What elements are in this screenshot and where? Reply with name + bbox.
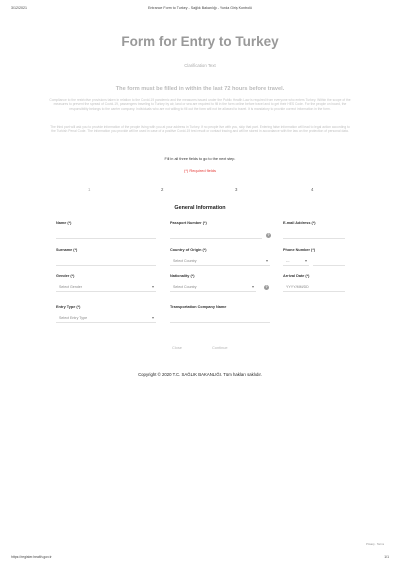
clarification-text-link[interactable]: Clarification Text — [184, 63, 216, 68]
phone-code-select[interactable] — [283, 256, 309, 266]
copyright: Copyright © 2020 T.C. SAĞLIK BAKANLIĞI. Tüm hakları saklıdır. — [138, 372, 262, 377]
gender-label: Gender (*) — [56, 274, 75, 278]
print-url: https://register.health.gov.tr — [11, 555, 52, 559]
name-label: Name (*) — [56, 221, 72, 225]
step-4[interactable]: 4 — [311, 187, 314, 192]
email-label: E-mail Address (*) — [283, 221, 316, 225]
nationality-label: Nationality (*) — [170, 274, 195, 278]
country-origin-placeholder: Select Country — [173, 258, 197, 263]
phone-code-placeholder: --- — [286, 258, 290, 263]
surname-label: Surname (*) — [56, 248, 78, 252]
passport-label: Passport Number (*) — [170, 221, 207, 225]
question-circle-icon[interactable]: ? — [267, 233, 270, 237]
chevron-down-icon: ▾ — [265, 258, 268, 263]
print-page-number: 1/1 — [384, 555, 389, 559]
arrival-date-placeholder: YYYY/MM/DD — [286, 284, 309, 289]
country-origin-select[interactable] — [170, 256, 270, 266]
gender-select[interactable] — [56, 282, 156, 292]
nationality-placeholder: Select Country — [173, 284, 197, 289]
print-header — [11, 6, 389, 16]
section-title: General Information — [174, 205, 226, 211]
transport-company-label: Transportation Company Name — [170, 305, 227, 309]
nationality-select[interactable] — [170, 282, 256, 292]
footer-links[interactable]: Privacy · Terms — [366, 543, 384, 546]
notice-paragraph-2: The third part will ask you to provide information of the people living with you at your address in Turkey. If no people live with you, skip that part. Entering false information will lead to legal action according to the Turkish Penal Code. The information you provide will be used in case of a positive Covid-19 test result or contact tracing and will be stored in accordance with the law on the protection of personal data. — [50, 125, 350, 134]
chevron-down-icon: ▾ — [304, 258, 307, 263]
chevron-down-icon: ▾ — [151, 315, 154, 320]
phone-number-input[interactable] — [313, 256, 345, 266]
country-origin-label: Country of Origin (*) — [170, 248, 207, 252]
step-2[interactable]: 2 — [161, 187, 164, 192]
notice-title: The form must be filled in within the last 72 hours before travel. — [115, 86, 285, 92]
passport-input[interactable] — [170, 229, 262, 239]
step-3[interactable]: 3 — [235, 187, 238, 192]
print-date: 3/12/2021 — [11, 6, 27, 10]
close-button[interactable]: Close — [172, 345, 182, 350]
print-page-title: Entrance Form to Turkey - Sağlık Bakanlığı - Yurda Giriş Kontrolü — [148, 6, 252, 10]
name-input[interactable] — [56, 229, 156, 239]
arrival-date-input[interactable] — [283, 282, 345, 292]
chevron-down-icon: ▾ — [251, 284, 254, 289]
entry-type-label: Entry Type (*) — [56, 305, 81, 309]
notice-paragraph-1: Compliance to the restrictive provisions taken in relation to the Covid-19 pandemic and the measures issued under the Public Health Law is required from everyone who enters Turkey. Within the scope of the measures to prevent the spread of Covid-19, passengers traveling to Turkey by air, land or sea are required to fill in the form online before travel and to get their HES Code. For the people on board, the responsibility belongs to the carrier company. Individuals who are not willing to fill out the form will not be allowed to travel. It is mandatory to provide correct information in the form. — [49, 98, 351, 111]
step-1[interactable]: 1 — [88, 187, 91, 192]
email-input[interactable] — [283, 229, 345, 239]
phone-label: Phone Number (*) — [283, 248, 316, 252]
transport-company-input[interactable] — [170, 313, 270, 323]
surname-input[interactable] — [56, 256, 156, 266]
step-indicator — [48, 187, 352, 195]
page-title: Form for Entry to Turkey — [121, 34, 279, 49]
arrival-date-label: Arrival Date (*) — [283, 274, 310, 278]
question-circle-icon[interactable]: ? — [265, 285, 268, 289]
required-fields-note: (*) Required fields — [183, 168, 216, 173]
continue-button[interactable]: Continue — [212, 345, 228, 350]
gender-placeholder: Select Gender — [59, 284, 82, 289]
entry-type-select[interactable] — [56, 313, 156, 323]
fill-all-instruction: Fill in all three fields to go to the next step. — [164, 157, 236, 161]
entry-type-placeholder: Select Entry Type — [59, 315, 88, 320]
chevron-down-icon: ▾ — [151, 284, 154, 289]
